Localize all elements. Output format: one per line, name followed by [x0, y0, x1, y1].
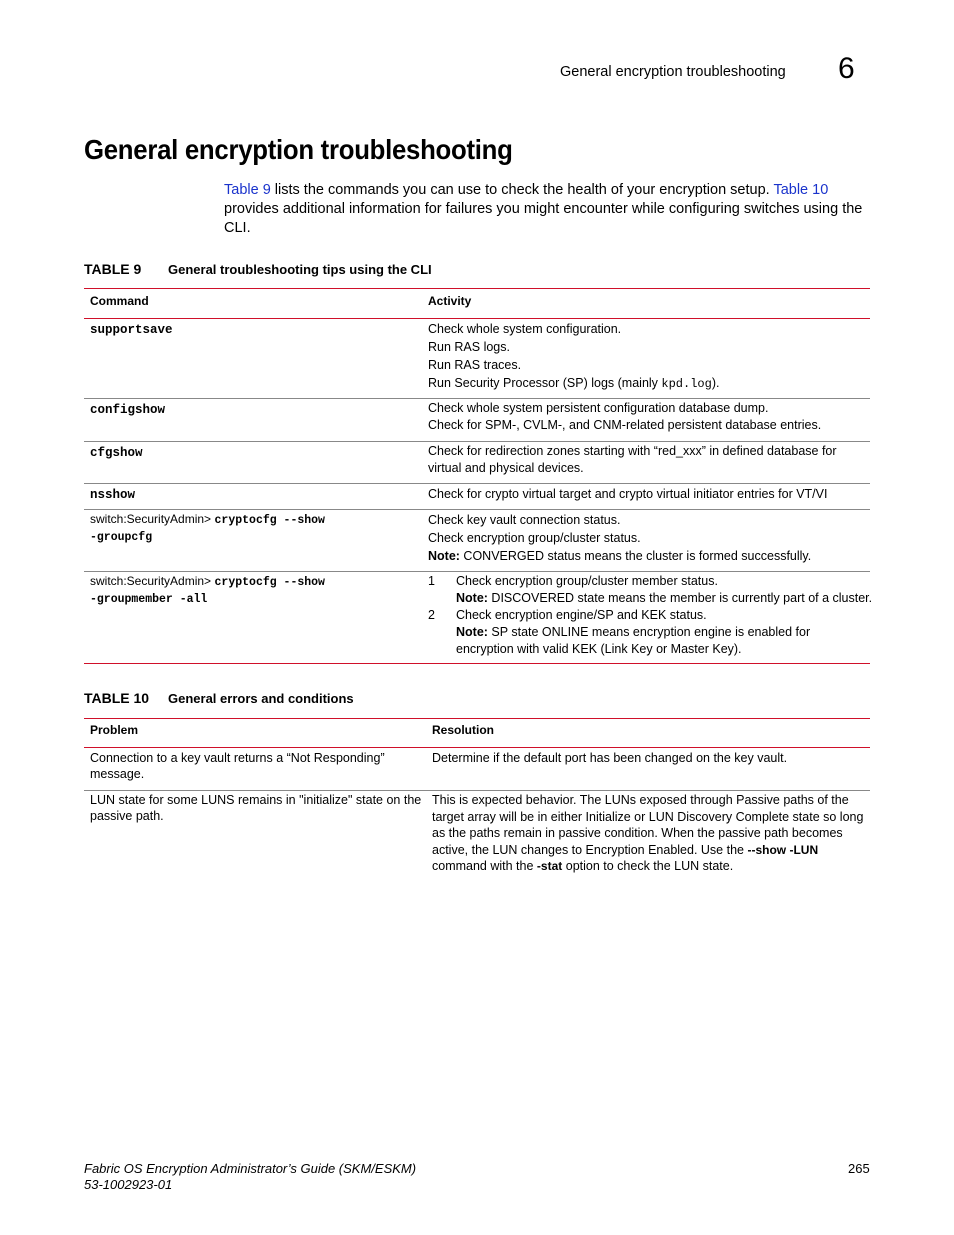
table-9-caption [84, 261, 432, 277]
step-number: 1 [428, 574, 435, 588]
activity-text: ). [711, 376, 720, 390]
activity-text: Run Security Processor (SP) logs (mainly [428, 376, 662, 390]
activity-line: Check for SPM-, CVLM-, and CNM-related persistent database entries. [428, 418, 822, 432]
table-9-bottom-rule [84, 663, 870, 664]
note-text: CONVERGED status means the cluster is formed successfully. [459, 549, 812, 563]
command-text: -groupmember -all [90, 593, 208, 606]
intro-text-2: provides additional information for failures you might encounter while configuring switches using the CLI. [224, 201, 863, 236]
footer-doc-number: 53-1002923-01 [84, 1177, 173, 1192]
step-number: 2 [428, 608, 435, 622]
inline-code: kpd.log [661, 377, 712, 391]
row-divider [84, 790, 870, 791]
problem-line: Connection to a key vault returns a “Not Responding” [90, 751, 385, 765]
step-2-note [428, 624, 872, 641]
column-header-resolution: Resolution [432, 723, 494, 737]
note-text: SP state ONLINE means encryption engine is enabled for [487, 625, 811, 639]
table-9-header-rule [84, 318, 870, 319]
problem-not-responding [90, 750, 425, 782]
table-9-link[interactable]: Table 9 [224, 182, 271, 198]
resolution-line [432, 842, 863, 859]
activity-line: Check whole system configuration. [428, 322, 622, 336]
step-text: Check encryption engine/SP and KEK status. [456, 608, 707, 622]
note-label: Note: [428, 549, 460, 563]
column-header-problem: Problem [90, 723, 139, 737]
step-text: Check encryption group/cluster member status. [456, 574, 718, 588]
table-10-label: TABLE 10 [84, 690, 150, 706]
table-10-title: General errors and conditions [168, 691, 354, 706]
inline-option: -stat [536, 859, 563, 873]
column-header-activity: Activity [428, 294, 472, 308]
running-header: General encryption troubleshooting [560, 64, 786, 80]
activity-line: Check whole system persistent configuration database dump. [428, 401, 769, 415]
problem-line: message. [90, 767, 145, 781]
resolution-text: option to check the LUN state. [562, 859, 734, 873]
note-label: Note: [456, 625, 488, 639]
command-cryptocfg-groupmember [90, 573, 325, 608]
row-divider [84, 441, 870, 442]
intro-text-1: lists the commands you can use to check the health of your encryption setup. [270, 182, 774, 198]
command-text: -groupcfg [90, 531, 153, 544]
activity-line: Check encryption group/cluster status. [428, 531, 641, 545]
command-supportsave: supportsave [90, 323, 173, 337]
row-divider [84, 398, 870, 399]
step-1-note [428, 590, 872, 607]
table-10-link[interactable]: Table 10 [773, 182, 829, 198]
activity-supportsave [428, 320, 719, 393]
command-cfgshow: cfgshow [90, 446, 143, 460]
page-title: General encryption troubleshooting [84, 134, 513, 165]
activity-configshow [428, 400, 821, 434]
table-9-title: General troubleshooting tips using the CLI [168, 262, 432, 277]
note-text: encryption with valid KEK (Link Key or Master Key). [456, 642, 742, 656]
resolution-line [432, 858, 863, 875]
activity-cryptocfg-groupcfg [428, 511, 811, 565]
activity-line: Check key vault connection status. [428, 513, 621, 527]
activity-line: Run RAS logs. [428, 340, 510, 354]
problem-line: LUN state for some LUNS remains in "initialize" state on the [90, 793, 422, 807]
activity-cryptocfg-groupmember [428, 573, 872, 658]
resolution-line: Determine if the default port has been changed on the key vault. [432, 751, 788, 765]
table-10-caption [84, 690, 354, 706]
chapter-number: 6 [838, 52, 855, 85]
activity-line: Check for redirection zones starting with “red_xxx” in defined database for [428, 444, 837, 458]
problem-lun-initialize [90, 792, 425, 824]
row-divider [84, 571, 870, 572]
footer-doc-title: Fabric OS Encryption Administrator’s Guide (SKM/ESKM) [84, 1161, 417, 1176]
column-header-command: Command [90, 294, 149, 308]
command-nsshow: nsshow [90, 488, 136, 502]
activity-line: virtual and physical devices. [428, 461, 584, 475]
command-configshow: configshow [90, 403, 166, 417]
activity-nsshow [428, 485, 827, 503]
row-divider [84, 483, 870, 484]
resolution-text: active, the LUN changes to Encryption Enabled. Use the [432, 842, 748, 857]
table-9-label: TABLE 9 [84, 261, 142, 277]
footer-page-number: 265 [848, 1161, 870, 1176]
cli-prompt: switch:SecurityAdmin> [90, 512, 212, 526]
resolution-text: command with the [432, 859, 537, 873]
inline-command: --show -LUN [747, 842, 819, 857]
step-2 [428, 607, 872, 624]
problem-line: passive path. [90, 809, 164, 823]
command-cryptocfg-groupcfg [90, 511, 325, 546]
table-9-top-rule [84, 288, 870, 289]
note-text: DISCOVERED state means the member is currently part of a cluster. [487, 591, 873, 605]
command-text: cryptocfg --show [214, 576, 325, 589]
table-10-top-rule [84, 718, 870, 719]
table-10-header-rule [84, 747, 870, 748]
activity-line: Run RAS traces. [428, 358, 522, 372]
activity-line: Check for crypto virtual target and crypto virtual initiator entries for VT/VI [428, 487, 828, 501]
command-text: cryptocfg --show [214, 514, 325, 527]
resolution-line: target array will be in either Initialize or LUN Discovery Complete state so long [432, 809, 864, 824]
resolution-line: as the paths remain in passive condition. When the passive path becomes [432, 826, 843, 840]
cli-prompt: switch:SecurityAdmin> [90, 574, 212, 588]
activity-note [428, 547, 811, 565]
note-label: Note: [456, 591, 488, 605]
activity-line [428, 374, 719, 393]
resolution-not-responding [432, 750, 787, 766]
step-1 [428, 573, 872, 590]
resolution-lun-initialize [432, 792, 863, 875]
intro-paragraph [224, 181, 874, 238]
row-divider [84, 509, 870, 510]
resolution-line: This is expected behavior. The LUNs exposed through Passive paths of the [432, 793, 849, 807]
activity-cfgshow [428, 443, 837, 477]
